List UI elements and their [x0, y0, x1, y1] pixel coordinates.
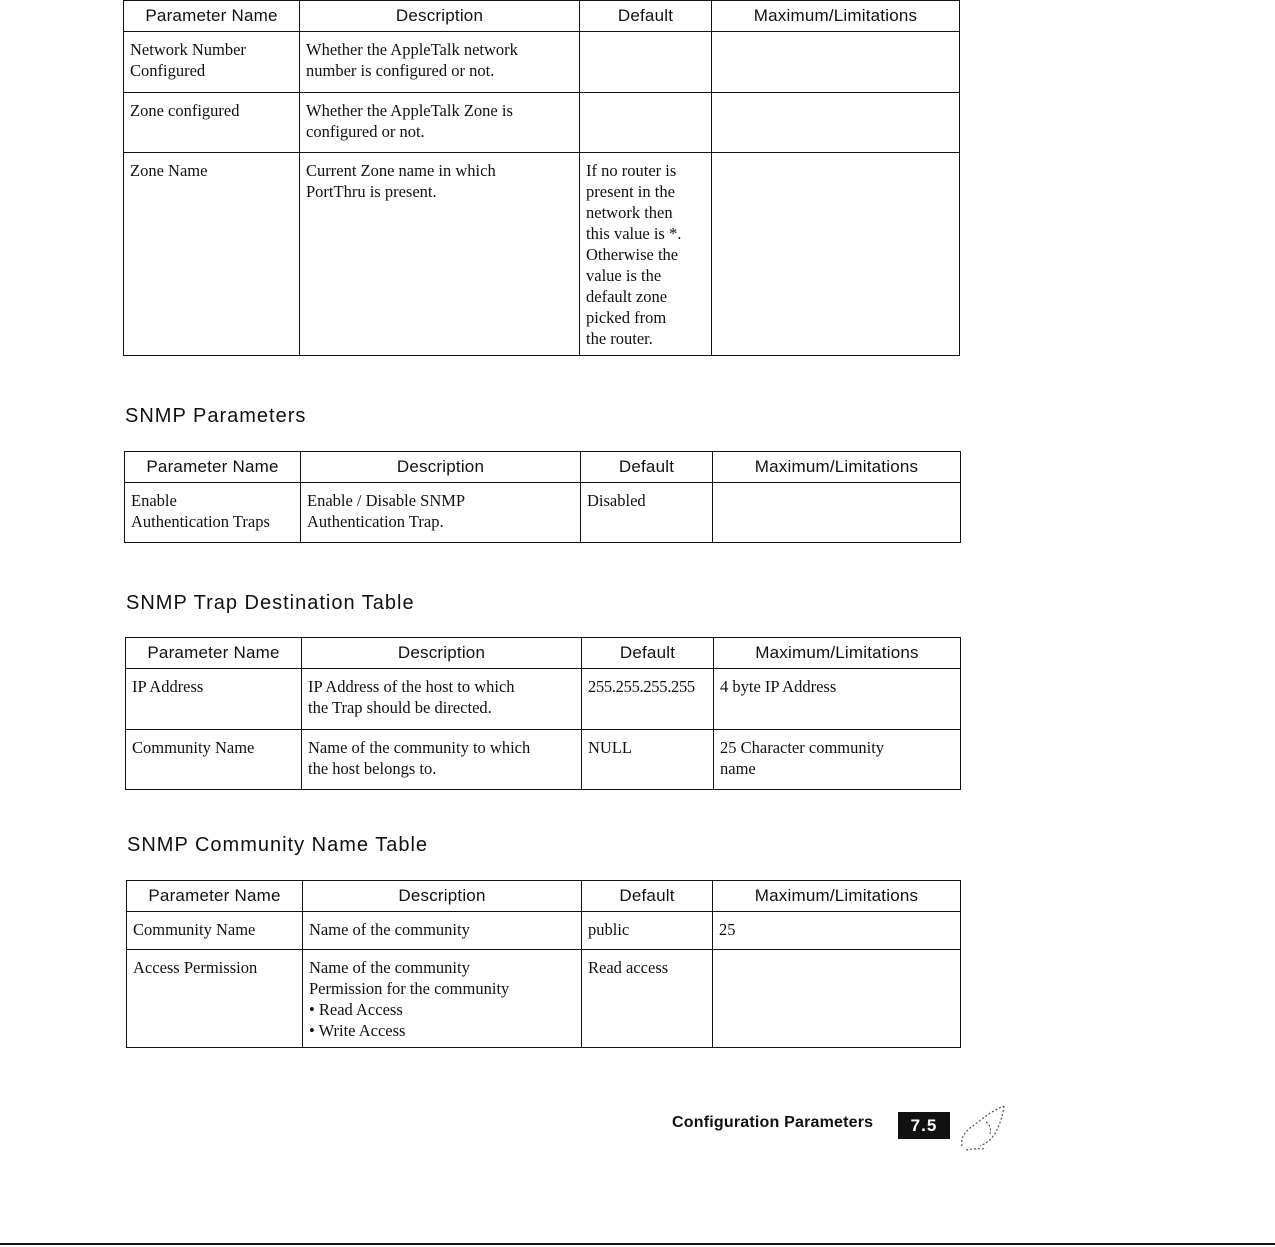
handwritten-mark-icon — [956, 1102, 1008, 1154]
cell-parameter-name: Community Name — [127, 912, 303, 950]
cell-maximum — [713, 950, 961, 1048]
cell-maximum: 25 Character community name — [714, 730, 961, 790]
cell-default — [580, 32, 712, 93]
table-row — [124, 153, 960, 356]
table-row — [124, 32, 960, 93]
table-row — [125, 483, 961, 543]
header-description: Description — [301, 452, 581, 483]
table-header-row — [125, 452, 961, 483]
header-default: Default — [582, 638, 714, 669]
snmp-community-name-table — [126, 880, 961, 1048]
cell-parameter-name: Access Permission — [127, 950, 303, 1048]
header-description: Description — [303, 881, 582, 912]
header-maximum-limitations: Maximum/Limitations — [713, 881, 961, 912]
header-description: Description — [300, 1, 580, 32]
cell-parameter-name: Community Name — [126, 730, 302, 790]
bottom-rule — [0, 1243, 1275, 1245]
table-header-row — [126, 638, 961, 669]
cell-default: NULL — [582, 730, 714, 790]
header-default: Default — [580, 1, 712, 32]
cell-default: Disabled — [581, 483, 713, 543]
table-header-row — [124, 1, 960, 32]
cell-parameter-name: Zone Name — [124, 153, 300, 356]
cell-maximum — [713, 483, 961, 543]
snmp-trap-destination-table — [125, 637, 961, 790]
header-maximum-limitations: Maximum/Limitations — [712, 1, 960, 32]
header-parameter-name: Parameter Name — [126, 638, 302, 669]
header-default: Default — [582, 881, 713, 912]
cell-description: IP Address of the host to which the Trap should be directed. — [302, 669, 582, 730]
cell-description: Enable / Disable SNMP Authentication Trap. — [301, 483, 581, 543]
cell-description: Name of the community to which the host belongs to. — [302, 730, 582, 790]
cell-default: If no router is present in the network then this value is *. Otherwise the value is the default zone picked from the router. — [580, 153, 712, 356]
table-row — [126, 730, 961, 790]
cell-maximum — [712, 153, 960, 356]
cell-default: Read access — [582, 950, 713, 1048]
cell-default — [580, 93, 712, 153]
header-parameter-name: Parameter Name — [127, 881, 303, 912]
header-description: Description — [302, 638, 582, 669]
snmp-parameters-table — [124, 451, 961, 543]
header-parameter-name: Parameter Name — [124, 1, 300, 32]
section-title-trap-destination: SNMP Trap Destination Table — [126, 592, 415, 614]
cell-parameter-name: IP Address — [126, 669, 302, 730]
cell-description: Name of the community — [303, 912, 582, 950]
table-header-row — [127, 881, 961, 912]
header-maximum-limitations: Maximum/Limitations — [713, 452, 961, 483]
table-row — [126, 669, 961, 730]
header-parameter-name: Parameter Name — [125, 452, 301, 483]
appletalk-parameters-table — [123, 0, 960, 356]
cell-maximum — [712, 93, 960, 153]
cell-maximum: 4 byte IP Address — [714, 669, 961, 730]
table-row — [127, 950, 961, 1048]
cell-description: Whether the AppleTalk Zone is configured or not. — [300, 93, 580, 153]
cell-parameter-name: Enable Authentication Traps — [125, 483, 301, 543]
header-default: Default — [581, 452, 713, 483]
page-number-badge: 7.5 — [898, 1112, 950, 1139]
header-maximum-limitations: Maximum/Limitations — [714, 638, 961, 669]
cell-maximum — [712, 32, 960, 93]
table-row — [127, 912, 961, 950]
section-title-community-name: SNMP Community Name Table — [127, 834, 429, 856]
footer-section-label: Configuration Parameters — [672, 1114, 874, 1131]
cell-parameter-name: Zone configured — [124, 93, 300, 153]
cell-description: Name of the community Permission for the community • Read Access • Write Access — [303, 950, 582, 1048]
cell-parameter-name: Network Number Configured — [124, 32, 300, 93]
cell-default: 255.255.255.255 — [582, 669, 714, 730]
section-title-snmp-parameters: SNMP Parameters — [125, 405, 307, 427]
table-row — [124, 93, 960, 153]
cell-description: Current Zone name in which PortThru is present. — [300, 153, 580, 356]
cell-maximum: 25 — [713, 912, 961, 950]
cell-description: Whether the AppleTalk network number is configured or not. — [300, 32, 580, 93]
cell-default: public — [582, 912, 713, 950]
